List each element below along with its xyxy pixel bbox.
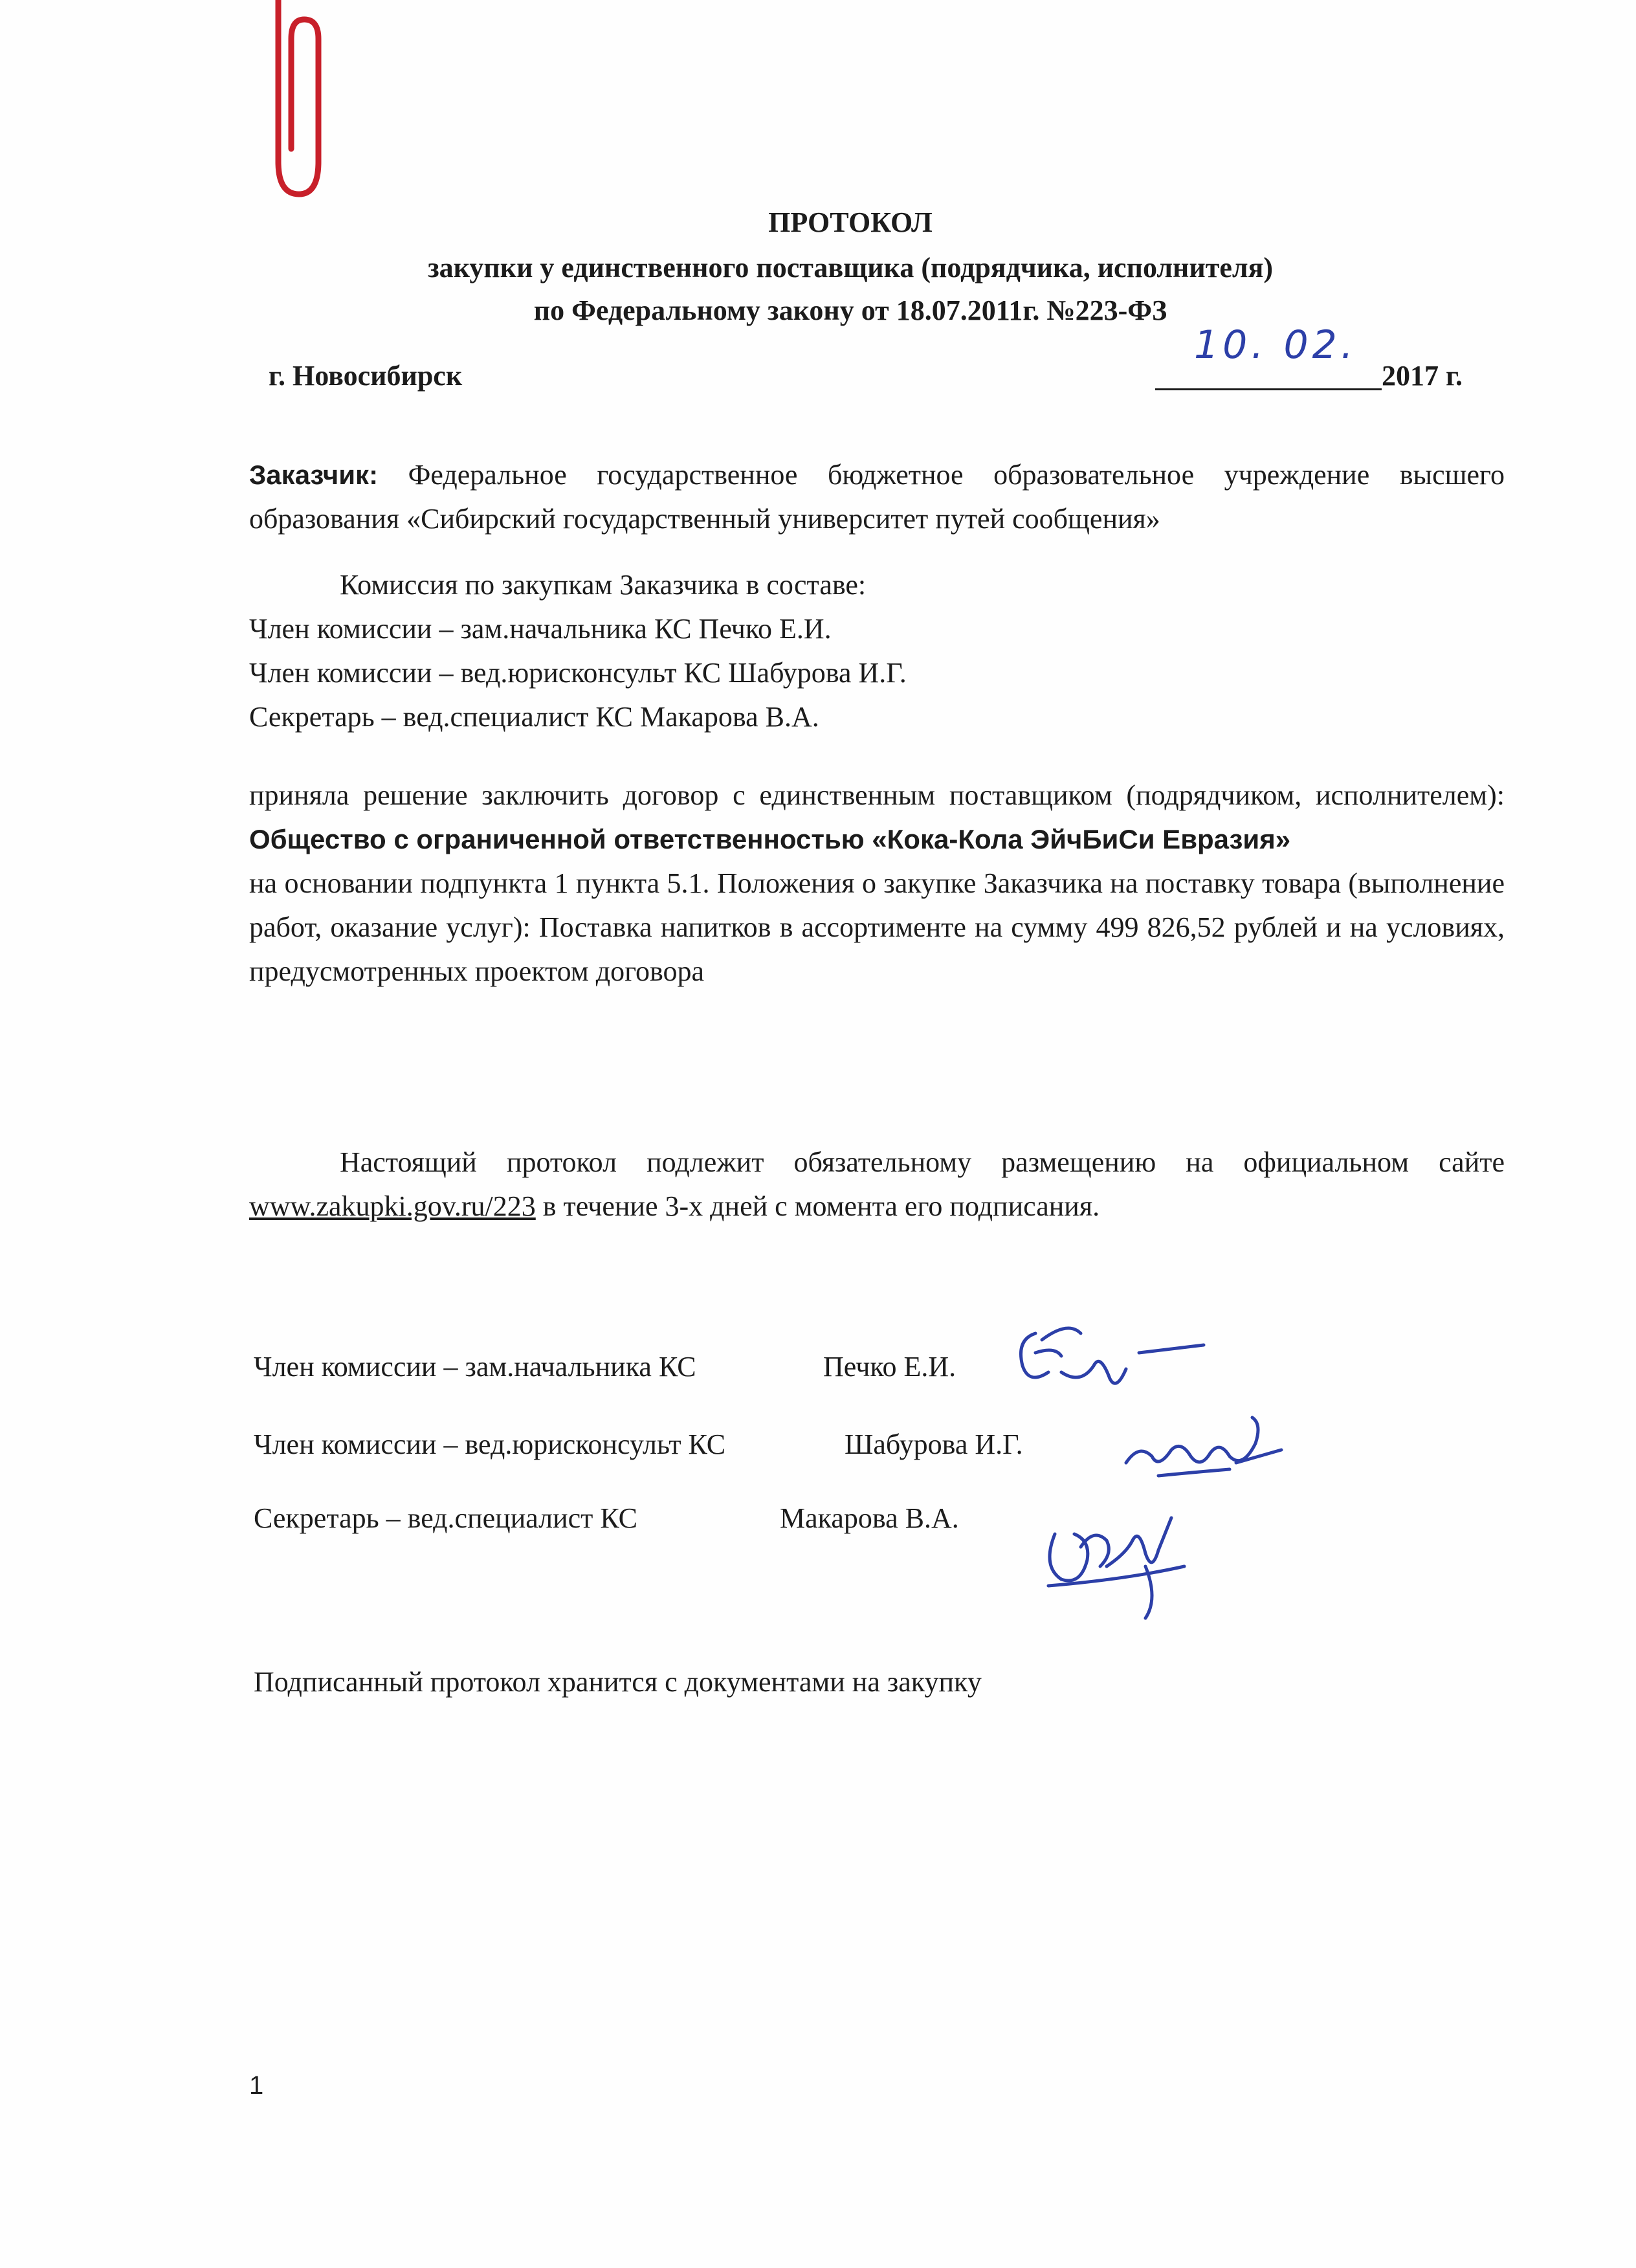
signatory-name: Печко Е.И. [823, 1351, 956, 1383]
signatory-role: Член комиссии – зам.начальника КС [254, 1351, 696, 1383]
document-subtitle: закупки у единственного поставщика (подрядчика, исполнителя) [427, 252, 1274, 284]
signatory-role: Член комиссии – вед.юрисконсульт КС [254, 1429, 726, 1460]
handwritten-date: 10. 02. [1194, 322, 1357, 368]
procurement-site-link[interactable]: www.zakupki.gov.ru/223 [249, 1190, 536, 1222]
signatory-name: Макарова В.А. [780, 1502, 959, 1534]
signatory-name: Шабурова И.Г. [845, 1429, 1023, 1460]
storage-note: Подписанный протокол хранится с документами на закупку [254, 1666, 982, 1698]
customer-paragraph [249, 453, 1505, 541]
publication-paragraph [249, 1140, 1505, 1228]
publication-text: Настоящий протокол подлежит обязательному размещению на официальном сайте [340, 1146, 1505, 1178]
commission-member: Член комиссии – зам.начальника КС Печко Е.И. [249, 613, 832, 645]
law-reference: по Федеральному закону от 18.07.2011г. №223-ФЗ [533, 295, 1167, 326]
commission-member: Член комиссии – вед.юрисконсульт КС Шабурова И.Г. [249, 657, 907, 689]
decision-paragraph [249, 773, 1505, 994]
commission-block [249, 563, 1505, 739]
signature-3 [1048, 1518, 1184, 1618]
city: г. Новосибирск [269, 360, 463, 392]
date-year: 2017 г. [1382, 360, 1463, 392]
supplier-name: Общество с ограниченной ответственностью «Кока-Кола ЭйчБиСи Евразия» [249, 824, 1291, 854]
signature-2 [1126, 1418, 1281, 1476]
document-title: ПРОТОКОЛ [768, 206, 933, 238]
signature-1 [1021, 1328, 1204, 1383]
page-number: 1 [249, 2071, 264, 2100]
commission-member: Секретарь – вед.специалист КС Макарова В.А. [249, 701, 819, 733]
handwritten-signatures [997, 1295, 1333, 1631]
publication-deadline: в течение 3-х дней с момента его подписания. [542, 1190, 1100, 1222]
customer-text: Федеральное государственное бюджетное образовательное учреждение высшего образования «Сибирский государственный университет путей сообщения» [249, 459, 1505, 535]
signatory-role: Секретарь – вед.специалист КС [254, 1502, 638, 1534]
decision-text: приняла решение заключить договор с единственным поставщиком (подрядчиком, исполнителем): [249, 779, 1505, 811]
decision-basis: на основании подпункта 1 пункта 5.1. Положения о закупке Заказчика на поставку товара (выполнение работ, оказание услуг): Поставка напитков в ассортименте на сумму 499 826,52 рублей и на условиях, предусмотренных проектом договора [249, 867, 1505, 987]
customer-label: Заказчик: [249, 460, 379, 490]
paperclip-icon [259, 0, 330, 207]
commission-intro: Комиссия по закупкам Заказчика в составе: [340, 569, 867, 601]
